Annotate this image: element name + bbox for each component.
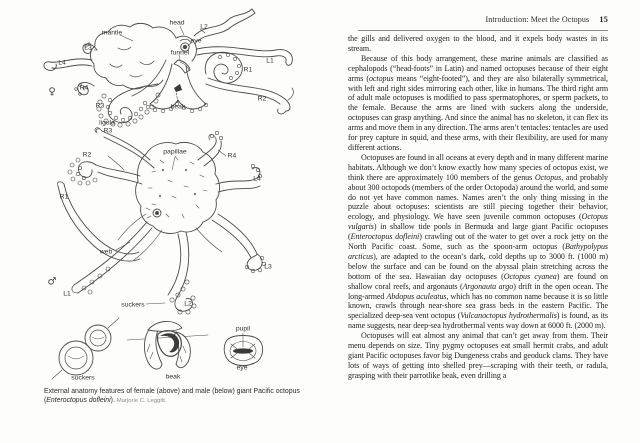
figure-label-web: web bbox=[99, 248, 113, 256]
running-head bbox=[348, 14, 608, 24]
article-paragraphs bbox=[348, 34, 608, 381]
female-symbol: ♀ bbox=[48, 86, 56, 98]
figure-label-r3: R3 bbox=[95, 102, 105, 110]
header-rule bbox=[358, 30, 608, 31]
figure-label-r2: R2 bbox=[257, 95, 267, 103]
figure-label-beak: beak bbox=[170, 103, 186, 111]
male-symbol: ♂ bbox=[47, 276, 57, 288]
paragraph: Octopuses will eat almost any animal that can’t get away from them. Their menu depends on size. Tiny pygmy octopuses eat small hermit crabs, and adult giant Pacific octopuses favor big Dungeness crabs and geoduck clams. They have lots of ways of getting into shelled prey—scraping with their teeth, or radula, grasping with their parrotlike beak, even drilling a bbox=[348, 331, 608, 380]
paragraph: Because of this body arrangement, these marine animals are classified as cephalopods (“head-foots” in Latin) and named octopuses because of their eight arms (octopus means “eight-footed”), and they are also bilaterally symmetrical, with left and right sides mirroring each other, like in humans. The third right arm of adult male octopuses is modified to pass spermatophores, or sperm packets, to the female. Because the arms are lined with suckers along the underside, octopuses can grasp anything. And since the animal has no skeleton, it can flex its arms and move them in any direction. The arms aren’t tentacles: tentacles are used for prey capture in squid, and these arms, with their flexibility, are used for many different actions. bbox=[348, 53, 608, 152]
figure-label-head: head bbox=[169, 19, 185, 27]
figure-label-eye: eye bbox=[190, 37, 202, 45]
figure-label-mantle: mantle bbox=[101, 29, 123, 37]
figure-label-funnel: funnel bbox=[170, 49, 190, 57]
figure-label-l2: L2 bbox=[184, 300, 192, 308]
figure-label-suckers: suckers bbox=[121, 301, 145, 309]
figure-label-suckers: suckers bbox=[71, 374, 95, 382]
figure-label-papillae: papillae bbox=[163, 148, 187, 156]
figure-label-l2: L2 bbox=[200, 23, 208, 31]
figure-label-ligula: ligula bbox=[99, 119, 115, 127]
figure-label-r4: R4 bbox=[227, 152, 237, 160]
figure-label-eye: eye bbox=[236, 364, 248, 372]
figure-label-beak: beak bbox=[165, 373, 181, 381]
figure-label-l1: L1 bbox=[63, 290, 71, 298]
figure-caption: External anatomy features of female (above) and male (below) giant Pacific octopus (Enteroctopus dofleini). Marjorie C. Leggitt. bbox=[44, 388, 300, 405]
figure-label-l1: L1 bbox=[266, 57, 274, 65]
figure-label-r4: R4 bbox=[79, 84, 89, 92]
figure-label-r1: R1 bbox=[243, 66, 253, 74]
figure-label-pupil: pupil bbox=[235, 325, 251, 333]
figure-label-l4: L4 bbox=[58, 59, 66, 67]
figure-label-r3: R3 bbox=[103, 127, 113, 135]
figure-label-l3: L3 bbox=[84, 44, 92, 52]
paragraph: Octopuses are found in all oceans at every depth and in many different marine habitats. Although we don’t know exactly how many species of octopus exist, we think there are approximately 100 members of the genus Octopus, and probably about 300 octopods (members of the order Octopoda) around the world, and some do not yet have common names. Names aren’t the only thing missing in the puzzle about octopuses: scientists are still piecing together their behavior, ecology, and physiology. We have seen juvenile common octopuses (Octopus vulgaris) in shallow tide pools in Bermuda and large giant Pacific octopuses (Enteroctopus dofleini) crawling out of the water to get over a rock jetty on the North Pacific coast. Some, such as the spoon-arm octopus (Bathypolypus arcticus), are adapted to the ocean’s dark, cold depths up to 3000 ft. (1000 m) below the surface and can be found on the abyssal plain stretching across the bottom of the sea. Hawaiian day octopuses (Octopus cyanea) are found on shallow coral reefs, and argonauts (Argonauta argo) drift in the open ocean. The long-armed Abdopus aculeatus, which has no common name because it is so little known, crawls through near-shore sea grass beds in the eastern Pacific. The specialized deep-sea vent octopus (Vulcanoctopus hydrothermalis) is found, as its name suggests, near deep-sea hydrothermal vents way down at 6000 ft. (2000 m). bbox=[348, 152, 609, 331]
figure-label-l4: L4 bbox=[253, 175, 261, 183]
figure-label-r1: R1 bbox=[59, 193, 69, 201]
page-number: 15 bbox=[599, 14, 608, 24]
figure-label-l3: L3 bbox=[264, 263, 272, 271]
figure-label-r2: R2 bbox=[82, 151, 92, 159]
running-head-title: Introduction: Meet the Octopus bbox=[485, 15, 590, 24]
paragraph: the gills and delivered oxygen to the blood, and it expels body wastes in its stream. bbox=[348, 34, 608, 53]
